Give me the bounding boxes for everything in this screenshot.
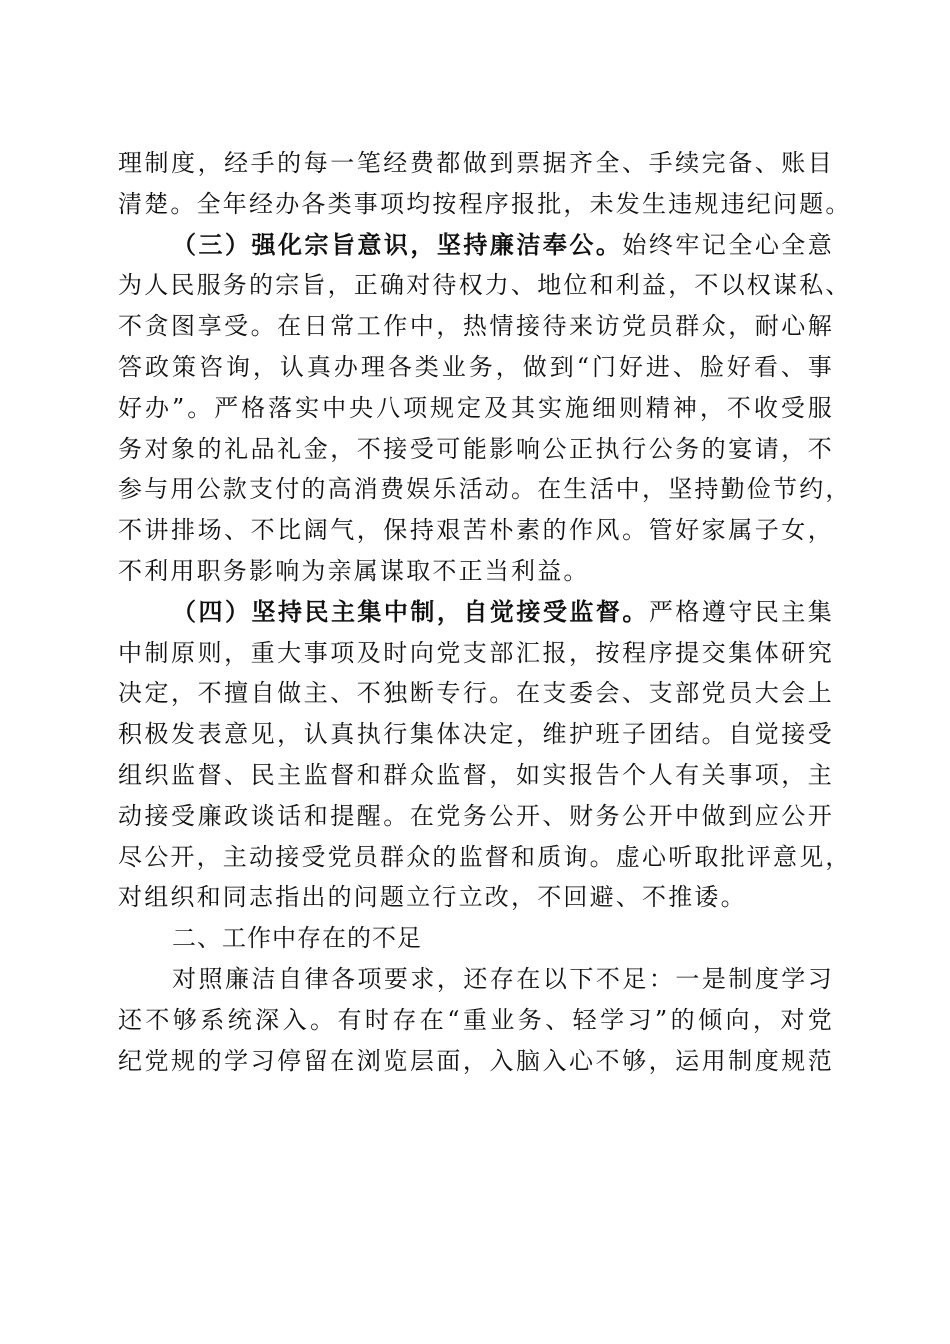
text-line: 不利用职务影响为亲属谋取不正当利益。 — [118, 556, 590, 585]
section-3-title: （三）强化宗旨意识，坚持廉洁奉公。 — [172, 229, 623, 259]
text-line: 决定，不擅自做主、不独断专行。在支委会、支部党员大会上 — [118, 679, 834, 708]
text-line: 纪党规的学习停留在浏览层面，入脑入心不够，运用制度规范 — [118, 1046, 834, 1075]
text-line: 好办”。严格落实中央八项规定及其实施细则精神，不收受服 — [118, 393, 834, 422]
section-4-first-line — [118, 592, 834, 633]
text-line: 中制原则，重大事项及时向党支部汇报，按程序提交集体研究 — [118, 638, 834, 667]
part-2-heading: 二、工作中存在的不足 — [172, 924, 422, 953]
text-line: 还不够系统深入。有时存在“重业务、轻学习”的倾向，对党 — [118, 1005, 834, 1034]
text-line: 不贪图享受。在日常工作中，热情接待来访党员群众，耐心解 — [118, 312, 834, 341]
text-line: 为人民服务的宗旨，正确对待权力、地位和利益，不以权谋私、 — [118, 271, 852, 300]
text-line: 尽公开，主动接受党员群众的监督和质询。虚心听取批评意见， — [118, 842, 852, 871]
text-line: 不讲排场、不比阔气，保持艰苦朴素的作风。管好家属子女， — [118, 516, 834, 545]
text-line: 理制度，经手的每一笔经费都做到票据齐全、手续完备、账目 — [118, 149, 834, 177]
text-line: 答政策咨询，认真办理各类业务，做到“门好进、脸好看、事 — [118, 352, 834, 381]
text-line: 参与用公款支付的高消费娱乐活动。在生活中，坚持勤俭节约， — [118, 475, 852, 504]
document-body — [118, 143, 852, 1081]
text-line: 清楚。全年经办各类事项均按程序报批，未发生违规违纪问题。 — [118, 189, 852, 218]
section-4-text: 严格遵守民主集 — [648, 597, 834, 626]
text-line: 积极发表意见，认真执行集体决定，维护班子团结。自觉接受 — [118, 720, 834, 749]
section-3-first-line — [118, 225, 834, 266]
section-4-title: （四）坚持民主集中制，自觉接受监督。 — [172, 596, 649, 626]
section-3-text: 始终牢记全心全意 — [622, 230, 834, 259]
text-line: 务对象的礼品礼金，不接受可能影响公正执行公务的宴请，不 — [118, 434, 834, 463]
text-line: 组织监督、民主监督和群众监督，如实报告个人有关事项，主 — [118, 760, 834, 789]
text-line: 对组织和同志指出的问题立行立改，不回避、不推诿。 — [118, 883, 747, 912]
text-line: 动接受廉政谈话和提醒。在党务公开、财务公开中做到应公开 — [118, 801, 834, 830]
text-line: 对照廉洁自律各项要求，还存在以下不足：一是制度学习 — [172, 964, 834, 993]
